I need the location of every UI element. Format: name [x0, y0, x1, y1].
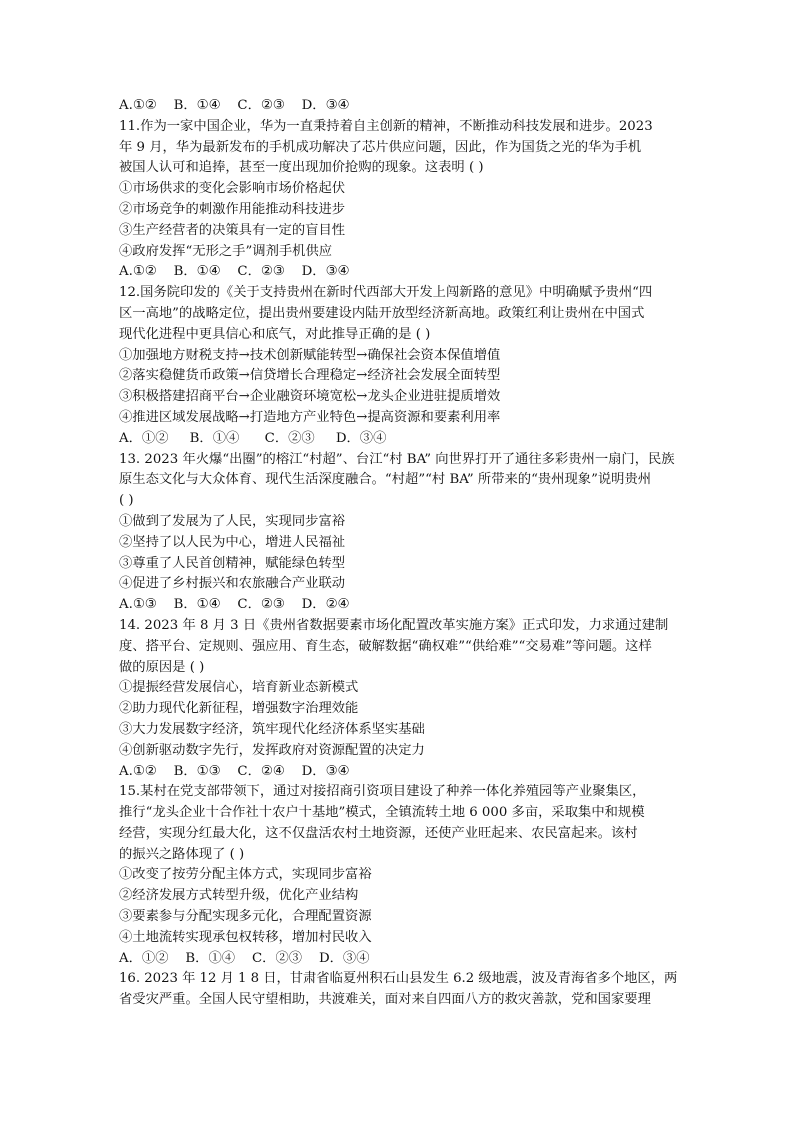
answer-options: A.①② B．①④ C．②③ D．③④	[119, 264, 350, 280]
choice-item: ②经济发展方式转型升级，优化产业结构	[119, 888, 359, 904]
question-16	[119, 969, 677, 1011]
choice-item: ②坚持了以人民为中心，增进人民福祉	[119, 534, 346, 550]
choice-item: ①加强地方财税支持→技术创新赋能转型→确保社会资本保值增值	[119, 347, 501, 363]
choice-item: ④政府发挥“无形之手”调剂手机供应	[119, 243, 333, 259]
question-stem-line: 11.作为一家中国企业，华为一直秉持着自主创新的精神，不断推动科技发展和进步。2023	[119, 118, 653, 134]
choice-item: ③生产经营者的决策具有一定的盲目性	[119, 222, 346, 238]
choice-item: ①做到了发展为了人民，实现同步富裕	[119, 513, 346, 529]
answer-options: A．①② B．①④ C．②③ D．③④	[119, 950, 370, 966]
answer-options: A.①③ B．①④ C．②③ D．②④	[119, 597, 350, 613]
question-stem-line: 度、搭平台、定规则、强应用、育生态，破解数据“确权难”“供给难”“交易难”等问题。这样	[119, 638, 652, 654]
question-11	[119, 117, 677, 283]
question-stem-line: 14. 2023 年 8 月 3 日《贵州省数据要素市场化配置改革实施方案》正式印发，力求通过建制	[119, 617, 669, 633]
question-stem-line: 13. 2023 年火爆“出圈”的榕江“村超”、台江“村 BA” 向世界打开了通往多彩贵州一扇门，民族	[119, 451, 675, 467]
choice-item: ①提振经营发展信心，培育新业态新模式	[119, 680, 359, 696]
choice-item: ②落实稳健货币政策→信贷增长合理稳定→经济社会发展全面转型	[119, 368, 501, 384]
choice-item: ④土地流转实现承包权转移，增加村民收入	[119, 929, 372, 945]
question-13	[119, 450, 677, 616]
question-stem-line: 原生态文化与大众体育、现代生活深度融合。“村超”“村 BA” 所带来的“贵州现象”说明贵州	[119, 472, 652, 488]
question-stem-line: 做的原因是 ( )	[119, 659, 205, 675]
answer-options: A．①② B．①④ C．②③ D．③④	[119, 430, 387, 446]
choice-item: ④创新驱动数字先行，发挥政府对资源配置的决定力	[119, 742, 425, 758]
question-stem-line: 16. 2023 年 12 月 1 8 日，甘肃省临夏州积石山县发生 6.2 级地震，波及青海省多个地区，两	[119, 971, 678, 987]
question-10-options: A.①② B．①④ C．②③ D．③④	[119, 98, 350, 113]
choice-item: ③积极搭建招商平台→企业融资环境宽松→龙头企业进驻提质增效	[119, 389, 501, 405]
choice-item: ②助力现代化新征程，增强数字治理效能	[119, 701, 359, 717]
choice-item: ④推进区域发展战略→打造地方产业特色→提高资源和要素利用率	[119, 409, 501, 425]
question-stem-line: 被国人认可和追捧，甚至一度出现加价抢购的现象。这表明 ( )	[119, 160, 484, 176]
question-stem-line: 省受灾严重。全国人民守望相助，共渡难关，面对来自四面八方的救灾善款，党和国家要理	[119, 992, 651, 1008]
choice-item: ③尊重了人民首创精神，赋能绿色转型	[119, 555, 346, 571]
question-stem-line: 年 9 月，华为最新发布的手机成功解决了芯片供应问题，因此，作为国货之光的华为手机	[119, 139, 642, 155]
choice-item: ④促进了乡村振兴和农旅融合产业联动	[119, 576, 346, 592]
question-15	[119, 782, 677, 969]
exam-page	[119, 96, 677, 1011]
choice-item: ③要素参与分配实现多元化，合理配置资源	[119, 909, 372, 925]
choice-item: ①市场供求的变化会影响市场价格起伏	[119, 181, 346, 197]
question-stem-line: 15.某村在党支部带领下，通过对接招商引资项目建设了种养一体化养殖园等产业聚集区，	[119, 784, 646, 800]
question-stem-line: 经营，实现分红最大化，这不仅盘活农村土地资源，还使产业旺起来、农民富起来。该村	[119, 825, 638, 841]
question-stem-line: 的振兴之路体现了 ( )	[119, 846, 245, 862]
answer-options: A.①② B．①③ C．②④ D．③④	[119, 763, 350, 779]
question-stem-line: 12.国务院印发的《关于支持贵州在新时代西部大开发上闯新路的意见》中明确赋予贵州“四	[119, 285, 653, 301]
question-stem-line: 推行“龙头企业十合作社十农户十基地”模式，全镇流转土地 6 000 多亩，采取集中和规模	[119, 805, 645, 821]
choice-item: ①改变了按劳分配主体方式，实现同步富裕	[119, 867, 372, 883]
question-stem-line: ( )	[119, 493, 134, 509]
question-12	[119, 283, 677, 449]
question-stem-line: 现代化进程中更具信心和底气，对此推导正确的是 ( )	[119, 326, 431, 342]
question-stem-line: 区一高地”的战略定位，提出贵州要建设内陆开放型经济新高地。政策红利让贵州在中国式	[119, 305, 645, 321]
choice-item: ②市场竞争的刺激作用能推动科技进步	[119, 201, 346, 217]
choice-item: ③大力发展数字经济，筑牢现代化经济体系坚实基础	[119, 721, 425, 737]
question-14	[119, 616, 677, 782]
